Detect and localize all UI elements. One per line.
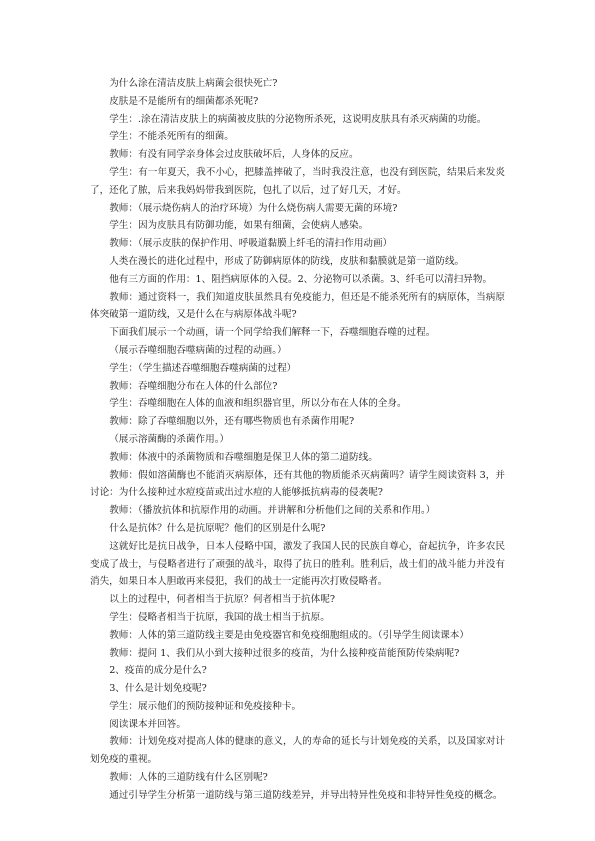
paragraph: 教师：有没有同学亲身体会过皮肤破坏后，人身体的反应。 xyxy=(109,149,359,161)
paragraph: 学生：侵略者相当于抗原，我国的战士相当于抗原。 xyxy=(109,611,330,623)
paragraph: 2、疫苗的成分是什么? xyxy=(109,665,207,677)
paragraph: 什么是抗体？什么是抗原呢？他们的区别是什么呢? xyxy=(109,522,326,534)
paragraph: 通过引导学生分析第一道防线与第三道防线差异，并导出特异性免疫和非特异性免疫的概念。 xyxy=(109,789,503,801)
paragraph: 教师：（播放抗体和抗原作用的动画。并讲解和分析他们之间的关系和作用。） xyxy=(109,505,436,517)
paragraph: 以上的过程中，何者相当于抗原？何者相当于抗体呢? xyxy=(109,594,335,606)
paragraph: 下面我们展示一个动画，请一个同学给我们解释一下，吞噬细胞吞噬的过程。 xyxy=(109,327,436,339)
paragraph: 学生：因为皮肤具有防御功能，如果有细菌，会使病人感染。 xyxy=(109,220,369,232)
paragraph: 教师：计划免疫对提高人体的健康的意义，人的寿命的延长与计划免疫的关系，以及国家对计划免疫的重视。 xyxy=(90,736,505,766)
paragraph: （展示吞噬细胞吞噬病菌的过程的动画。） xyxy=(109,344,287,356)
paragraph: 教师：（展示皮肤的保护作用、呼吸道黏膜上纤毛的清扫作用动画） xyxy=(109,238,393,250)
paragraph: 教师：人体的三道防线有什么区别呢? xyxy=(109,772,268,784)
paragraph: 教师：提问 1、我们从小到大接种过很多的疫苗，为什么接种疫苗能预防传染病呢? xyxy=(109,647,460,659)
paragraph: 这就好比是抗日战争，日本人侵略中国，激发了我国人民的民族自尊心，奋起抗争，许多农民变成了战士，与侵略者进行了顽强的战斗，取得了抗日的胜利。胜利后，战士们的战斗能力并没有消失，如果日本人胆敢再来侵犯，我们的战士一定能再次打败侵略者。 xyxy=(90,540,505,588)
document-body xyxy=(90,75,505,805)
paragraph: 学生：不能杀死所有的细菌。 xyxy=(109,131,234,143)
paragraph: 学生：吞噬细胞在人体的血液和组织器官里，所以分布在人体的全身。 xyxy=(109,398,407,410)
paragraph: 教师：假如溶菌酶也不能消灭病原体，还有其他的物质能杀灭病菌吗？请学生阅读资料 3，并讨论：为什么接种过水痘疫苗或出过水痘的人能够抵抗病毒的侵袭呢? xyxy=(90,469,505,499)
paragraph: 教师：（展示烧伤病人的治疗环境）为什么烧伤病人需要无菌的环境? xyxy=(109,202,398,214)
paragraph: 人类在漫长的进化过程中，形成了防御病原体的防线，皮肤和黏膜就是第一道防线。 xyxy=(109,255,465,267)
paragraph: 教师：通过资料一，我们知道皮肤虽然具有免疫能力，但还是不能杀死所有的病原体，当病原体突破第一道防线，又是什么在与病原体战斗呢? xyxy=(90,291,505,321)
paragraph: 为什么涂在清洁皮肤上病菌会很快死亡? xyxy=(109,78,278,89)
paragraph: 学生：有一年夏天，我不小心，把膝盖摔破了，当时我没注意，也没有到医院，结果后来发炎了，还化了脓，后来我妈妈带我到医院，包扎了以后，过了好几天，才好。 xyxy=(90,166,505,196)
paragraph: 教师：除了吞噬细胞以外，还有哪些物质也有杀菌作用呢? xyxy=(109,416,355,428)
paragraph: 皮肤是不是能所有的细菌都杀死呢? xyxy=(109,95,259,107)
paragraph: 教师：体液中的杀菌物质和吞噬细胞是保卫人体的第二道防线。 xyxy=(109,451,378,463)
paragraph: 学生：展示他们的预防接种证和免疫接种卡。 xyxy=(109,700,302,712)
paragraph: 阅读课本并回答。 xyxy=(109,718,186,730)
paragraph: 3、什么是计划免疫呢? xyxy=(109,683,207,695)
paragraph: 教师：吞噬细胞分布在人体的什么部位? xyxy=(109,380,278,392)
paragraph: 他有三方面的作用：1、阻挡病原体的入侵。2、分泌物可以杀菌。3、纤毛可以清扫异物。 xyxy=(109,273,493,285)
paragraph: 学生：（学生描述吞噬细胞吞噬病菌的过程） xyxy=(109,362,297,374)
paragraph: 教师：人体的第三道防线主要是由免疫器官和免疫细胞组成的。（引导学生阅读课本） xyxy=(109,629,469,641)
paragraph: 学生：.涂在清洁皮肤上的病菌被皮肤的分泌物所杀死，这说明皮肤具有杀灭病菌的功能。 xyxy=(109,113,487,125)
paragraph: （展示溶菌酶的杀菌作用。） xyxy=(109,433,230,445)
